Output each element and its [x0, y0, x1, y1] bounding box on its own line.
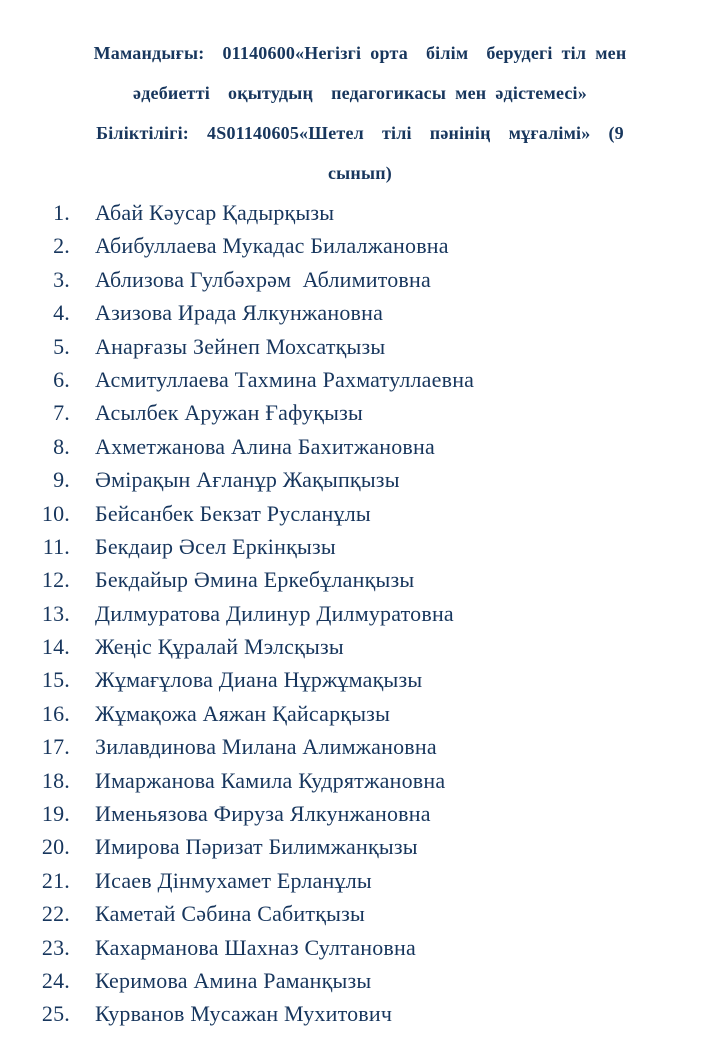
list-item — [0, 797, 720, 830]
list-item-number: 16. — [41, 700, 70, 726]
student-name: Анарғазы Зейнеп Мохсатқызы — [95, 333, 386, 359]
list-item-number: 6. — [53, 366, 70, 392]
student-name: Асмитуллаева Тахмина Рахматуллаевна — [95, 366, 475, 392]
list-item-number: 10. — [41, 500, 70, 526]
list-item — [0, 730, 720, 763]
list-item — [0, 864, 720, 897]
header-line-3: Біліктілігі: 4S01140605«Шетел тілі пәнінің мұғалімі» (9 — [96, 123, 624, 143]
list-item-number: 8. — [53, 433, 70, 459]
student-name: Бекдайыр Әмина Еркебұланқызы — [95, 567, 415, 593]
list-item — [0, 997, 720, 1030]
student-name: Абибуллаева Мукадас Билалжановна — [95, 233, 449, 259]
student-name: Әмірақын Ағланұр Жақыпқызы — [95, 467, 400, 493]
list-item — [0, 196, 720, 229]
student-name: Каметай Сәбина Сабитқызы — [95, 901, 365, 927]
list-item — [0, 764, 720, 797]
header-line-2: әдебиетті оқытудың педагогикасы мен әдістемесі» — [133, 83, 587, 103]
list-item-number: 19. — [41, 801, 70, 827]
student-name: Азизова Ирада Ялкунжановна — [95, 300, 384, 326]
student-name: Асылбек Аружан Ғафуқызы — [95, 400, 363, 426]
list-item — [0, 663, 720, 696]
student-name: Кахарманова Шахназ Султановна — [95, 934, 416, 960]
header-line-1: Мамандығы: 01140600«Негізгі орта білім берудегі тіл мен — [93, 43, 627, 63]
list-item — [0, 830, 720, 863]
list-item-number: 9. — [53, 467, 70, 493]
student-name: Именьязова Фируза Ялкунжановна — [95, 801, 431, 827]
list-item — [0, 597, 720, 630]
student-name: Бейсанбек Бекзат Русланұлы — [95, 500, 371, 526]
list-item — [0, 229, 720, 262]
list-item-number: 11. — [42, 533, 70, 559]
list-item-number: 7. — [53, 400, 70, 426]
header-line-4: сынып) — [327, 163, 393, 183]
list-item — [0, 897, 720, 930]
student-name: Имирова Пәризат Билимжанқызы — [95, 834, 418, 860]
student-name: Курванов Мусажан Мухитович — [95, 1001, 393, 1027]
list-item — [0, 363, 720, 396]
document-header — [0, 33, 720, 193]
list-item-number: 3. — [53, 266, 70, 292]
list-item — [0, 430, 720, 463]
list-item-number: 17. — [41, 734, 70, 760]
student-name: Бекдаир Әсел Еркінқызы — [95, 533, 336, 559]
list-item — [0, 497, 720, 530]
list-item-number: 15. — [41, 667, 70, 693]
list-item — [0, 296, 720, 329]
list-item — [0, 931, 720, 964]
list-item-number: 12. — [41, 567, 70, 593]
list-item — [0, 463, 720, 496]
list-item-number: 5. — [53, 333, 70, 359]
list-item-number: 23. — [41, 934, 70, 960]
student-name: Жұмақожа Аяжан Қайсарқызы — [95, 700, 391, 726]
list-item-number: 18. — [41, 767, 70, 793]
list-item-number: 14. — [41, 634, 70, 660]
student-name: Абай Кәусар Қадырқызы — [95, 200, 335, 225]
list-item-number: 25. — [41, 1001, 70, 1027]
student-name: Аблизова Гулбәхрәм Аблимитовна — [95, 266, 431, 292]
student-name: Ахметжанова Алина Бахитжановна — [95, 433, 435, 459]
student-name: Керимова Амина Раманқызы — [95, 967, 372, 993]
list-item — [0, 263, 720, 296]
student-name: Жеңіс Құралай Мэлсқызы — [95, 634, 344, 660]
student-name: Жұмағұлова Диана Нұржұмақызы — [95, 667, 423, 693]
list-item-number: 4. — [53, 300, 70, 326]
list-item-number: 2. — [53, 233, 70, 259]
student-name: Исаев Дінмухамет Ерланұлы — [95, 867, 372, 893]
list-item — [0, 563, 720, 596]
list-item-number: 1. — [53, 200, 70, 225]
list-item-number: 22. — [41, 901, 70, 927]
list-item-number: 24. — [41, 967, 70, 993]
list-item-number: 21. — [41, 867, 70, 893]
list-item — [0, 530, 720, 563]
student-list — [0, 196, 720, 1031]
student-name: Дилмуратова Дилинур Дилмуратовна — [95, 600, 454, 626]
list-item — [0, 396, 720, 429]
list-item — [0, 630, 720, 663]
student-name: Зилавдинова Милана Алимжановна — [95, 734, 437, 760]
list-item-number: 13. — [41, 600, 70, 626]
list-item — [0, 330, 720, 363]
list-item — [0, 697, 720, 730]
list-item — [0, 964, 720, 997]
student-name: Имаржанова Камила Кудрятжановна — [95, 767, 446, 793]
list-item-number: 20. — [41, 834, 70, 860]
